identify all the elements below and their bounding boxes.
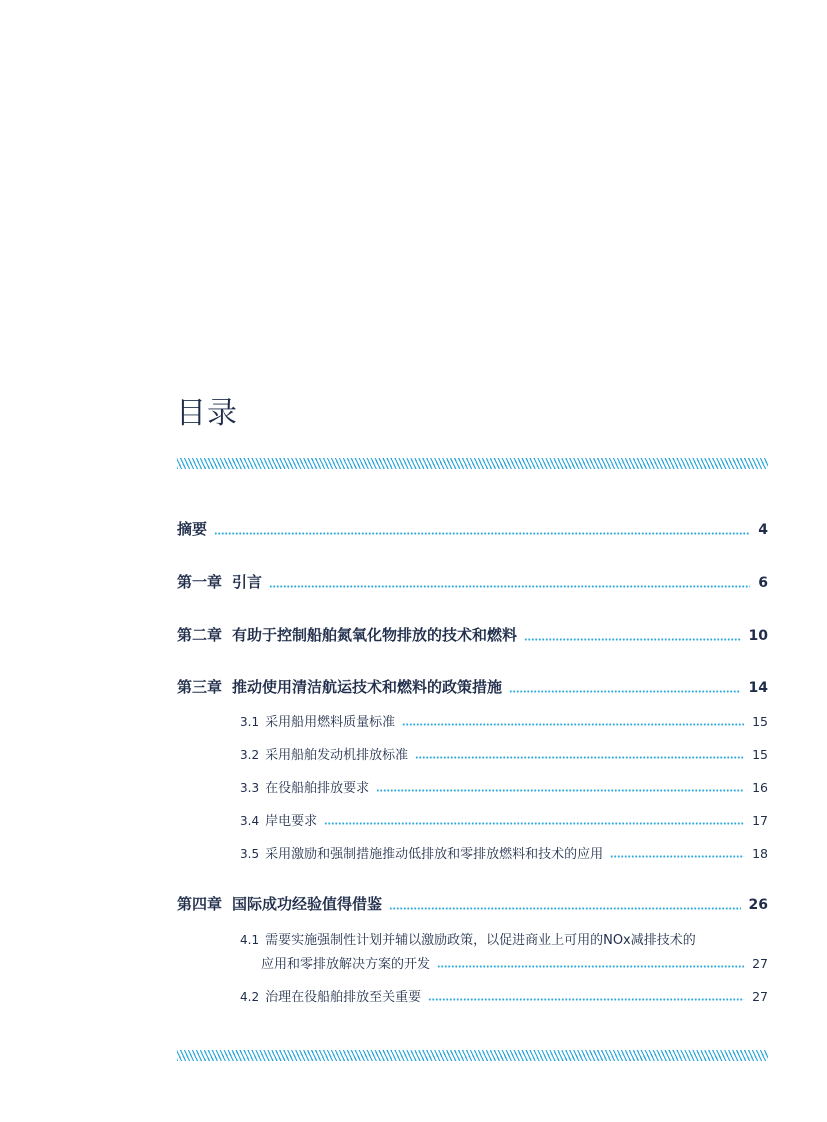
section-number: 4.2 [240, 990, 260, 1004]
section-number: 3.5 [240, 847, 260, 861]
section-number: 3.1 [240, 715, 260, 729]
section-number: 3.4 [240, 814, 260, 828]
section-label: 岸电要求 [265, 814, 318, 829]
toc-page-number: 17 [752, 813, 768, 828]
dot-leader [389, 907, 740, 910]
dot-leader [402, 723, 744, 726]
section-number: 3.2 [240, 748, 260, 762]
toc-page-number: 10 [748, 628, 768, 644]
toc-page-number: 14 [748, 680, 768, 696]
toc-entry-label: 国际成功经验值得借鉴 [232, 895, 383, 913]
toc-section-3-2[interactable] [240, 744, 768, 763]
toc-section-3-1[interactable] [240, 711, 768, 730]
dot-leader [524, 638, 740, 641]
toc-page-number: 18 [752, 846, 768, 861]
toc-entry-label: 摘要 [177, 520, 208, 538]
chapter-prefix: 第四章 [177, 895, 223, 913]
toc-page-number: 6 [758, 575, 768, 591]
hatch-divider-bottom [177, 1050, 768, 1061]
toc-title: 目录 [176, 396, 238, 431]
toc-page-number: 16 [752, 780, 768, 795]
chapter-prefix: 第二章 [177, 626, 223, 644]
toc-page-number: 4 [758, 522, 768, 538]
toc-page-number: 26 [748, 897, 768, 913]
section-label: 在役船舶排放要求 [265, 781, 370, 796]
toc-section-4-1-line-1[interactable] [240, 929, 696, 948]
toc-entry-chapter-1[interactable] [177, 571, 768, 592]
dot-leader [509, 690, 740, 693]
section-number: 3.3 [240, 781, 260, 795]
dot-leader [428, 998, 744, 1001]
section-label: 治理在役船舶排放至关重要 [265, 990, 422, 1005]
toc-entry-label: 推动使用清洁航运技术和燃料的政策措施 [232, 678, 503, 696]
toc-section-4-1-line-2[interactable] [261, 953, 768, 972]
section-label: 需要实施强制性计划并辅以激励政策，以促进商业上可用的NOx减排技术的 [265, 933, 696, 948]
toc-section-3-5[interactable] [240, 843, 768, 862]
dot-leader [269, 585, 750, 588]
hatch-divider-top [177, 458, 768, 469]
toc-section-3-3[interactable] [240, 777, 768, 796]
chapter-prefix: 第三章 [177, 678, 223, 696]
section-number: 4.1 [240, 933, 260, 947]
toc-page-number: 27 [752, 956, 768, 971]
toc-page-number: 15 [752, 714, 768, 729]
dot-leader [437, 965, 744, 968]
toc-entry-label: 有助于控制船舶氮氧化物排放的技术和燃料 [232, 626, 518, 644]
toc-page-number: 27 [752, 989, 768, 1004]
dot-leader [214, 532, 750, 535]
dot-leader [376, 789, 744, 792]
dot-leader [324, 822, 744, 825]
section-label: 应用和零排放解决方案的开发 [261, 957, 431, 972]
chapter-prefix: 第一章 [177, 573, 223, 591]
section-label: 采用船用燃料质量标准 [265, 715, 396, 730]
toc-entry-chapter-4[interactable] [177, 893, 768, 914]
section-label: 采用激励和强制措施推动低排放和零排放燃料和技术的应用 [265, 847, 604, 862]
toc-section-3-4[interactable] [240, 810, 768, 829]
toc-entry-label: 引言 [232, 573, 263, 591]
toc-page-number: 15 [752, 747, 768, 762]
toc-entry-chapter-3[interactable] [177, 676, 768, 697]
toc-entry-summary[interactable] [177, 518, 768, 539]
dot-leader [415, 756, 744, 759]
toc-section-4-2[interactable] [240, 986, 768, 1005]
toc-entry-chapter-2[interactable] [177, 624, 768, 645]
section-label: 采用船舶发动机排放标准 [265, 748, 409, 763]
dot-leader [610, 855, 744, 858]
